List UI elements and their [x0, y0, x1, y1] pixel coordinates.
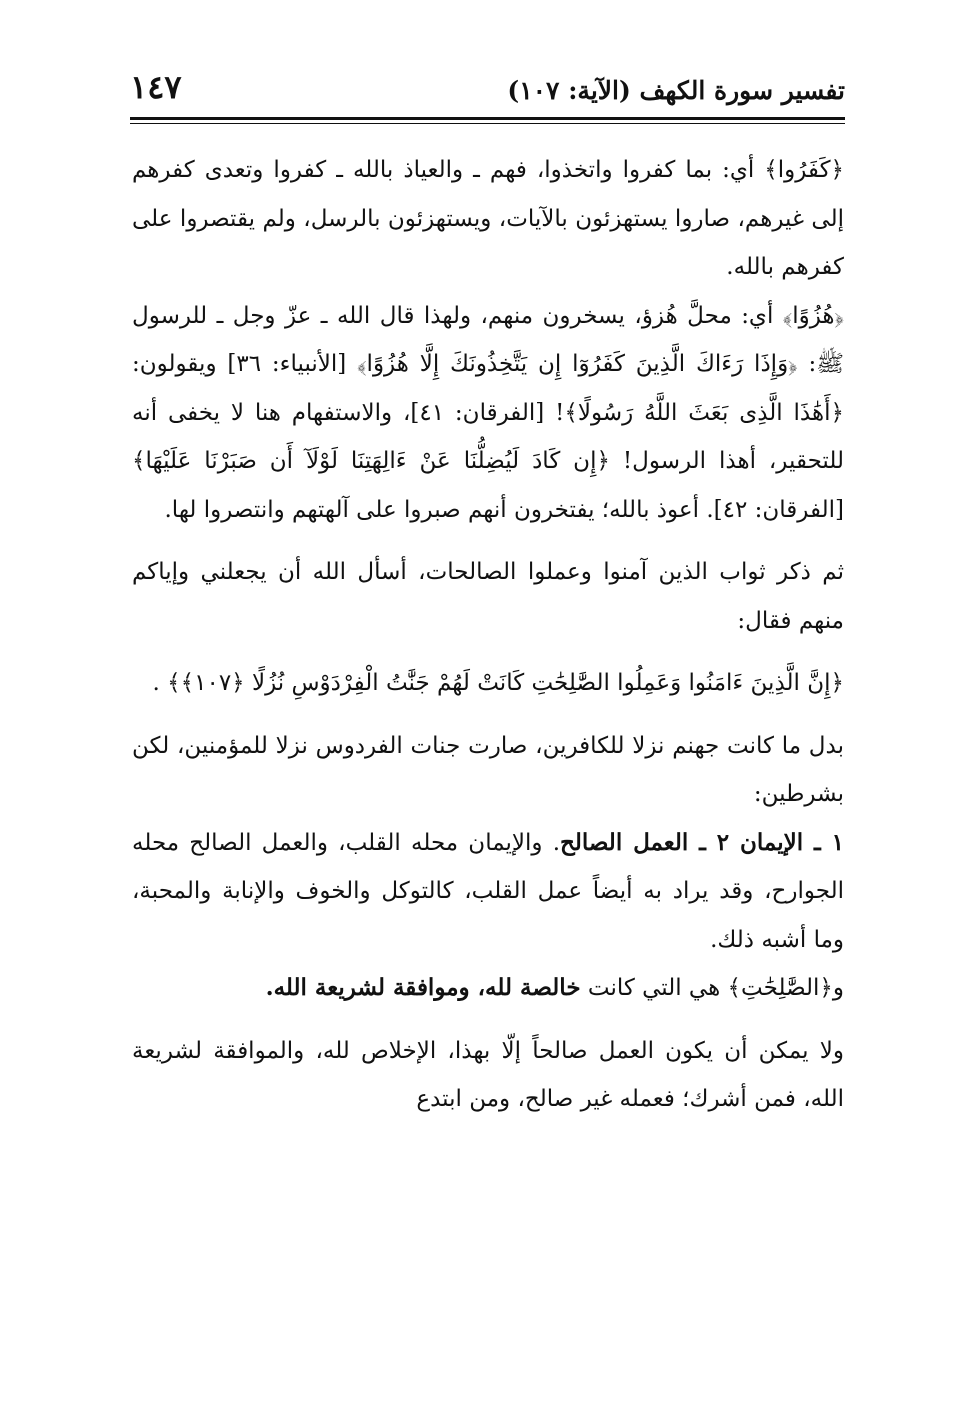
paragraph-6 [132, 819, 844, 965]
conditions-bold: ١ ـ الإيمان ٢ ـ العمل الصالح [560, 828, 844, 856]
body-text [132, 146, 844, 1124]
paragraph-gap [132, 534, 844, 548]
paragraph-gap [132, 708, 844, 722]
running-title: تفسير سورة الكهف (الآية: ١٠٧) [507, 76, 845, 105]
page-header [130, 66, 845, 114]
quran-verse: ﴿إِنَّ الَّذِينَ ءَامَنُوا وَعَمِلُوا الصَّٰلِحَٰتِ كَانَتْ لَهُمْ جَنَّٰتُ الْفِرْدَوْسِ نُزُلًا ﴿١٠٧﴾﴾ . [152, 670, 844, 696]
paragraph-8: ولا يمكن أن يكون العمل صالحاً إلّا بهذا، الإخلاص لله، والموافقة لشريعة الله، فمن أشرك؛ فعمله غير صالح، ومن ابتدع [132, 1037, 844, 1112]
paragraph-1: ﴿كَفَرُوا﴾ أي: بما كفروا واتخذوا، فهم ـ والعياذ بالله ـ كفروا وتعدى كفرهم إلى غيرهم، صاروا يستهزئون بالآيات، ويستهزئون بالرسل، ولم يقتصروا على كفرهم بالله. [132, 157, 844, 280]
paragraph-5: بدل ما كانت جهنم نزلا للكافرين، صارت جنات الفردوس نزلا للمؤمنين، لكن بشرطين: [132, 732, 844, 807]
header-rule-thin [130, 123, 845, 124]
paragraph-gap [132, 1013, 844, 1027]
salihat-text: و﴿الصَّٰلِحَٰتِ﴾ هي التي كانت [580, 975, 844, 1001]
conditions-text: . والإيمان محله القلب، والعمل الصالح محله الجوارح، وقد يراد به أيضاً عمل القلب، كالتوكل والخوف والإنابة والمحبة، وما أشبه ذلك. [132, 829, 844, 953]
paragraph-2: ﴿هُزُوًا﴾ أي: محلَّ هُزؤ، يسخرون منهم، ولهذا قال الله ـ عزّ وجل ـ للرسول ﷺ: ﴿وَإِذَا رَءَاكَ الَّذِينَ كَفَرُوٓا إِن يَتَّخِذُونَكَ إِلَّا هُزُوًا﴾ [الأنبياء: ٣٦] ويقولون: ﴿أَهَٰذَا الَّذِى بَعَثَ اللَّهُ رَسُولًا﴾! [الفرقان: ٤١]، والاستفهام هنا لا يخفى أنه للتحقير، أهذا الرسول! ﴿إِن كَادَ لَيُضِلُّنَا عَنْ ءَالِهَتِنَا لَوْلَآ أَن صَبَرْنَا عَلَيْهَا﴾ [الفرقان: ٤٢]. أعوذ بالله؛ يفتخرون أنهم صبروا على آلهتهم وانتصروا لها. [132, 302, 845, 523]
salihat-bold: خالصة لله، وموافقة لشريعة الله. [265, 974, 581, 1001]
paragraph-7 [132, 964, 844, 1013]
paragraph-gap [132, 645, 844, 659]
page-number: ١٤٧ [130, 68, 182, 106]
paragraph-3: ثم ذكر ثواب الذين آمنوا وعملوا الصالحات، أسأل الله أن يجعلني وإياكم منهم فقال: [132, 559, 844, 634]
header-rule-thick [130, 117, 845, 120]
